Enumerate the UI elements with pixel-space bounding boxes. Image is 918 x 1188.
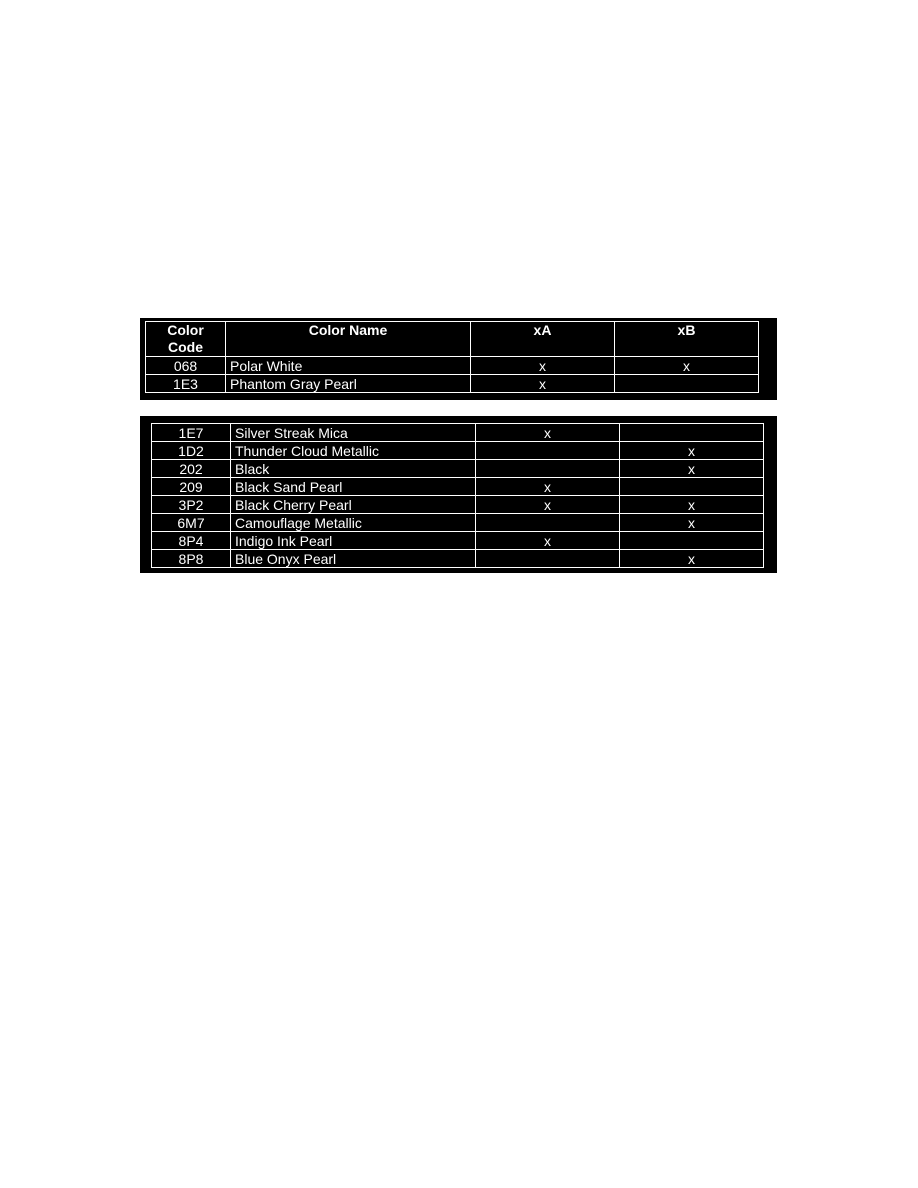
color-code-cell: 6M7 <box>152 514 231 532</box>
xb-availability-cell: x <box>620 442 764 460</box>
color-code-cell: 202 <box>152 460 231 478</box>
xb-availability-cell: x <box>620 460 764 478</box>
table-row <box>152 514 764 532</box>
column-header-color-name: Color Name <box>226 322 471 357</box>
table-row <box>152 496 764 514</box>
color-code-cell: 068 <box>146 357 226 375</box>
xa-availability-cell: x <box>476 532 620 550</box>
column-header-color-code-line1: Color <box>167 322 204 338</box>
column-header-xa: xA <box>471 322 615 357</box>
color-availability-table-1 <box>145 321 759 393</box>
color-name-cell: Indigo Ink Pearl <box>231 532 476 550</box>
xb-availability-cell <box>620 424 764 442</box>
xa-availability-cell <box>476 514 620 532</box>
color-availability-table-2 <box>151 423 764 568</box>
color-name-cell: Polar White <box>226 357 471 375</box>
color-table-panel-1 <box>140 318 777 400</box>
color-name-cell: Black Sand Pearl <box>231 478 476 496</box>
color-name-cell: Camouflage Metallic <box>231 514 476 532</box>
color-code-cell: 1E7 <box>152 424 231 442</box>
column-header-color-code <box>146 322 226 357</box>
xb-availability-cell <box>615 375 759 393</box>
xa-availability-cell <box>476 460 620 478</box>
color-name-cell: Phantom Gray Pearl <box>226 375 471 393</box>
column-header-color-code-line2: Code <box>168 339 203 355</box>
xa-availability-cell <box>476 442 620 460</box>
table-row <box>152 460 764 478</box>
xa-availability-cell: x <box>476 424 620 442</box>
color-code-cell: 3P2 <box>152 496 231 514</box>
color-table-panel-2 <box>140 416 777 573</box>
table-row <box>146 357 759 375</box>
xb-availability-cell: x <box>615 357 759 375</box>
xa-availability-cell: x <box>476 478 620 496</box>
xa-availability-cell: x <box>476 496 620 514</box>
color-name-cell: Thunder Cloud Metallic <box>231 442 476 460</box>
color-code-cell: 1E3 <box>146 375 226 393</box>
column-header-xb: xB <box>615 322 759 357</box>
table-row <box>152 442 764 460</box>
xa-availability-cell: x <box>471 357 615 375</box>
xa-availability-cell <box>476 550 620 568</box>
color-code-cell: 209 <box>152 478 231 496</box>
color-code-cell: 8P8 <box>152 550 231 568</box>
xa-availability-cell: x <box>471 375 615 393</box>
table-row <box>152 532 764 550</box>
table-row <box>152 478 764 496</box>
table-row <box>152 424 764 442</box>
xb-availability-cell <box>620 532 764 550</box>
color-code-cell: 8P4 <box>152 532 231 550</box>
xb-availability-cell: x <box>620 514 764 532</box>
color-name-cell: Black Cherry Pearl <box>231 496 476 514</box>
xb-availability-cell: x <box>620 496 764 514</box>
table-row <box>152 550 764 568</box>
table-row <box>146 375 759 393</box>
xb-availability-cell <box>620 478 764 496</box>
color-code-cell: 1D2 <box>152 442 231 460</box>
xb-availability-cell: x <box>620 550 764 568</box>
color-name-cell: Black <box>231 460 476 478</box>
table-header-row <box>146 322 759 357</box>
color-name-cell: Blue Onyx Pearl <box>231 550 476 568</box>
color-name-cell: Silver Streak Mica <box>231 424 476 442</box>
